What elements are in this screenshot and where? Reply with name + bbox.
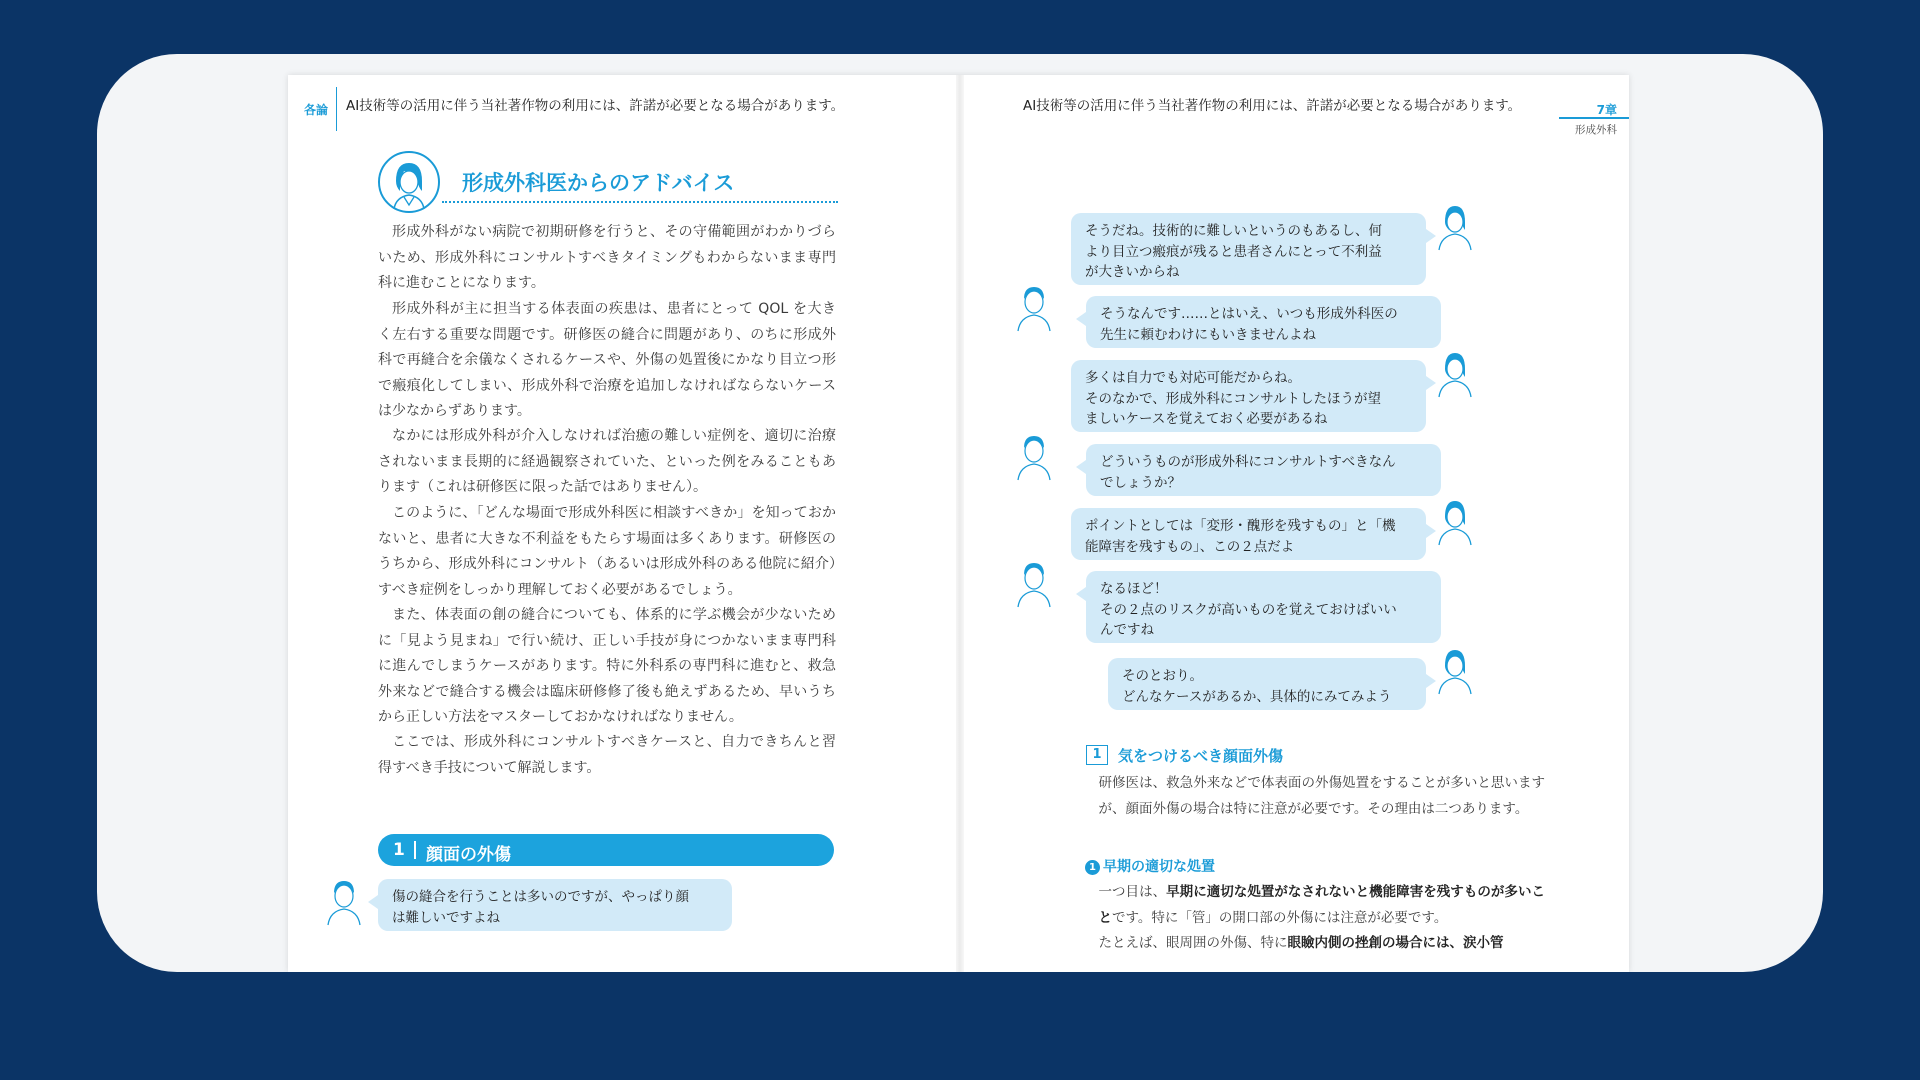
- advice-heading-underline: [442, 201, 838, 203]
- dialogue-bubble: [378, 879, 732, 931]
- heading-intro: [1085, 771, 1545, 822]
- male-resident-avatar-icon: [324, 877, 364, 927]
- bubble-line: んですね: [1100, 622, 1154, 638]
- bubble-line: どんなケースがあるか、具体的にみてみよう: [1122, 688, 1392, 705]
- intro-paragraph: 形成外科がない病院で初期研修を行うと、その守備範囲がわかりづらいため、形成外科にコンサルトすべきタイミングもわからないまま専門科に進むことになります。: [378, 224, 836, 291]
- book-spread: [288, 75, 1629, 972]
- section-heading-bar: [378, 834, 834, 866]
- bubble-line: なるほど！: [1100, 581, 1168, 597]
- bubble-line: ポイントとしては「変形・醜形を残すもの」と「機: [1085, 518, 1396, 534]
- chapter-label: 7章: [1596, 103, 1617, 117]
- bubble-line: そのなかで、形成外科にコンサルトしたほうが望: [1085, 390, 1382, 407]
- heading-title: 気をつけるべき顔面外傷: [1118, 747, 1284, 765]
- section-tab-divider: [336, 87, 337, 131]
- subheading-title: 早期の適切な処置: [1103, 859, 1215, 875]
- bubble-line: 多くは自力でも対応可能だからね。: [1085, 370, 1301, 386]
- dialogue-bubble: [1086, 296, 1441, 348]
- female-doctor-avatar-icon: [1435, 497, 1475, 547]
- bubble-line: が大きいからね: [1085, 264, 1180, 280]
- intro-text: 研修医は、救急外来などで体表面の外傷処置をすることが多いと思いますが、顔面外傷の場合は特に注意が必要です。その理由は二つあります。: [1098, 775, 1545, 817]
- section-title: 顔面の外傷: [426, 845, 511, 865]
- dialogue-bubble: [1086, 571, 1441, 643]
- male-resident-avatar-icon: [1014, 283, 1054, 333]
- intro-paragraph: 形成外科が主に担当する体表面の疾患は、患者にとって QOL を大きく左右する重要な問題です。研修医の縫合に問題があり、のちに形成外科で再縫合を余儀なくされるケースや、外傷の処置後にかなり目立つ形で瘢痕化してしまい、形成外科で治療を追加しなければならないケースは少なからずあります。: [378, 301, 836, 419]
- intro-paragraph: なかには形成外科が介入しなければ治癒の難しい症例を、適切に治療されないまま長期的に経過観察されていた、といった例をみることもあります（これは研修医に限った話ではありません）。: [378, 428, 836, 495]
- text-run: 一つ目は、: [1098, 884, 1167, 900]
- section-tab: 各論: [304, 103, 329, 117]
- bubble-line: ましいケースを覚えておく必要があるね: [1085, 411, 1328, 427]
- bubble-line: 先生に頼むわけにもいきませんよね: [1100, 326, 1316, 343]
- bold-run: 早期に適切な処置がなされないと機能障害を残すものが多いこと: [1098, 884, 1545, 926]
- subheading-number: 1: [1085, 860, 1100, 875]
- dialogue-bubble: [1086, 444, 1441, 496]
- bubble-line: どういうものが形成外科にコンサルトすべきなん: [1100, 454, 1396, 470]
- book-gutter: [956, 75, 964, 972]
- body-paragraph: [1085, 880, 1545, 957]
- bubble-line: より目立つ瘢痕が残ると患者さんにとって不利益: [1085, 243, 1382, 260]
- section-number: 1: [393, 840, 405, 860]
- bubble-line: そのとおり。: [1122, 668, 1203, 684]
- dialogue-bubble: [1071, 360, 1426, 432]
- bubble-line: その２点のリスクが高いものを覚えておけばいい: [1100, 601, 1397, 618]
- bubble-line: でしょうか？: [1100, 474, 1181, 491]
- advice-title: [378, 151, 838, 213]
- subheading: [1085, 856, 1215, 876]
- text-run: たとえば、眼周囲の外傷、特に: [1098, 935, 1288, 951]
- bubble-line: そうだね。技術的に難しいというのもあるし、何: [1085, 223, 1382, 239]
- dialogue-bubble: [1071, 508, 1426, 560]
- section-separator: [414, 841, 416, 859]
- text-run: です。特に「管」の開口部の外傷には注意が必要です。: [1112, 909, 1448, 926]
- advice-heading: 形成外科医からのアドバイス: [462, 171, 735, 195]
- bold-run: 眼瞼内側の挫創の場合には、涙小管: [1287, 935, 1504, 951]
- viewer-frame: [97, 54, 1823, 972]
- paragraph-text: [1085, 880, 1545, 931]
- chapter-underline: [1559, 117, 1629, 119]
- dialogue-bubble: [1071, 213, 1426, 285]
- female-doctor-avatar-icon: [378, 151, 440, 213]
- bubble-line: 傷の縫合を行うことは多いのですが、やっぱり顔: [392, 889, 689, 905]
- intro-paragraph: ここでは、形成外科にコンサルトすべきケースと、自力できちんと習得すべき手技について解説します。: [378, 734, 836, 776]
- intro-paragraph: このように、「どんな場面で形成外科医に相談すべきか」を知っておかないと、患者に大きな不利益をもたらす場面は多くあります。研修医のうちから、形成外科にコンサルト（あるいは形成外科のある他院に紹介）すべき症例をしっかり理解しておく必要があるでしょう。: [378, 505, 836, 598]
- bubble-line: そうなんです……とはいえ、いつも形成外科医の: [1100, 306, 1398, 322]
- paragraph-text: [1085, 931, 1545, 957]
- copyright-notice-right: AI技術等の活用に伴う当社著作物の利用には、許諾が必要となる場合があります。: [1023, 98, 1522, 114]
- female-doctor-avatar-icon: [1435, 202, 1475, 252]
- female-doctor-avatar-icon: [1435, 646, 1475, 696]
- male-resident-avatar-icon: [1014, 559, 1054, 609]
- copyright-notice-left: AI技術等の活用に伴う当社著作物の利用には、許諾が必要となる場合があります。: [346, 98, 845, 114]
- bubble-line: 能障害を残すもの」、この２点だよ: [1085, 538, 1295, 555]
- female-doctor-avatar-icon: [1435, 349, 1475, 399]
- heading-number: 1: [1086, 745, 1108, 765]
- male-resident-avatar-icon: [1014, 432, 1054, 482]
- intro-paragraph: また、体表面の創の縫合についても、体系的に学ぶ機会が少ないために「見よう見まね」で行い続け、正しい手技が身につかないまま専門科に進んでしまうケースがあります。特に外科系の専門科に進むと、救急外来などで縫合する機会は臨床研修修了後も絶えずあるため、早いうちから正しい方法をマスターしておかなければなりません。: [378, 607, 836, 725]
- chapter-subtitle: 形成外科: [1575, 124, 1617, 136]
- dialogue-bubble: [1108, 658, 1426, 710]
- bubble-line: は難しいですよね: [392, 909, 500, 926]
